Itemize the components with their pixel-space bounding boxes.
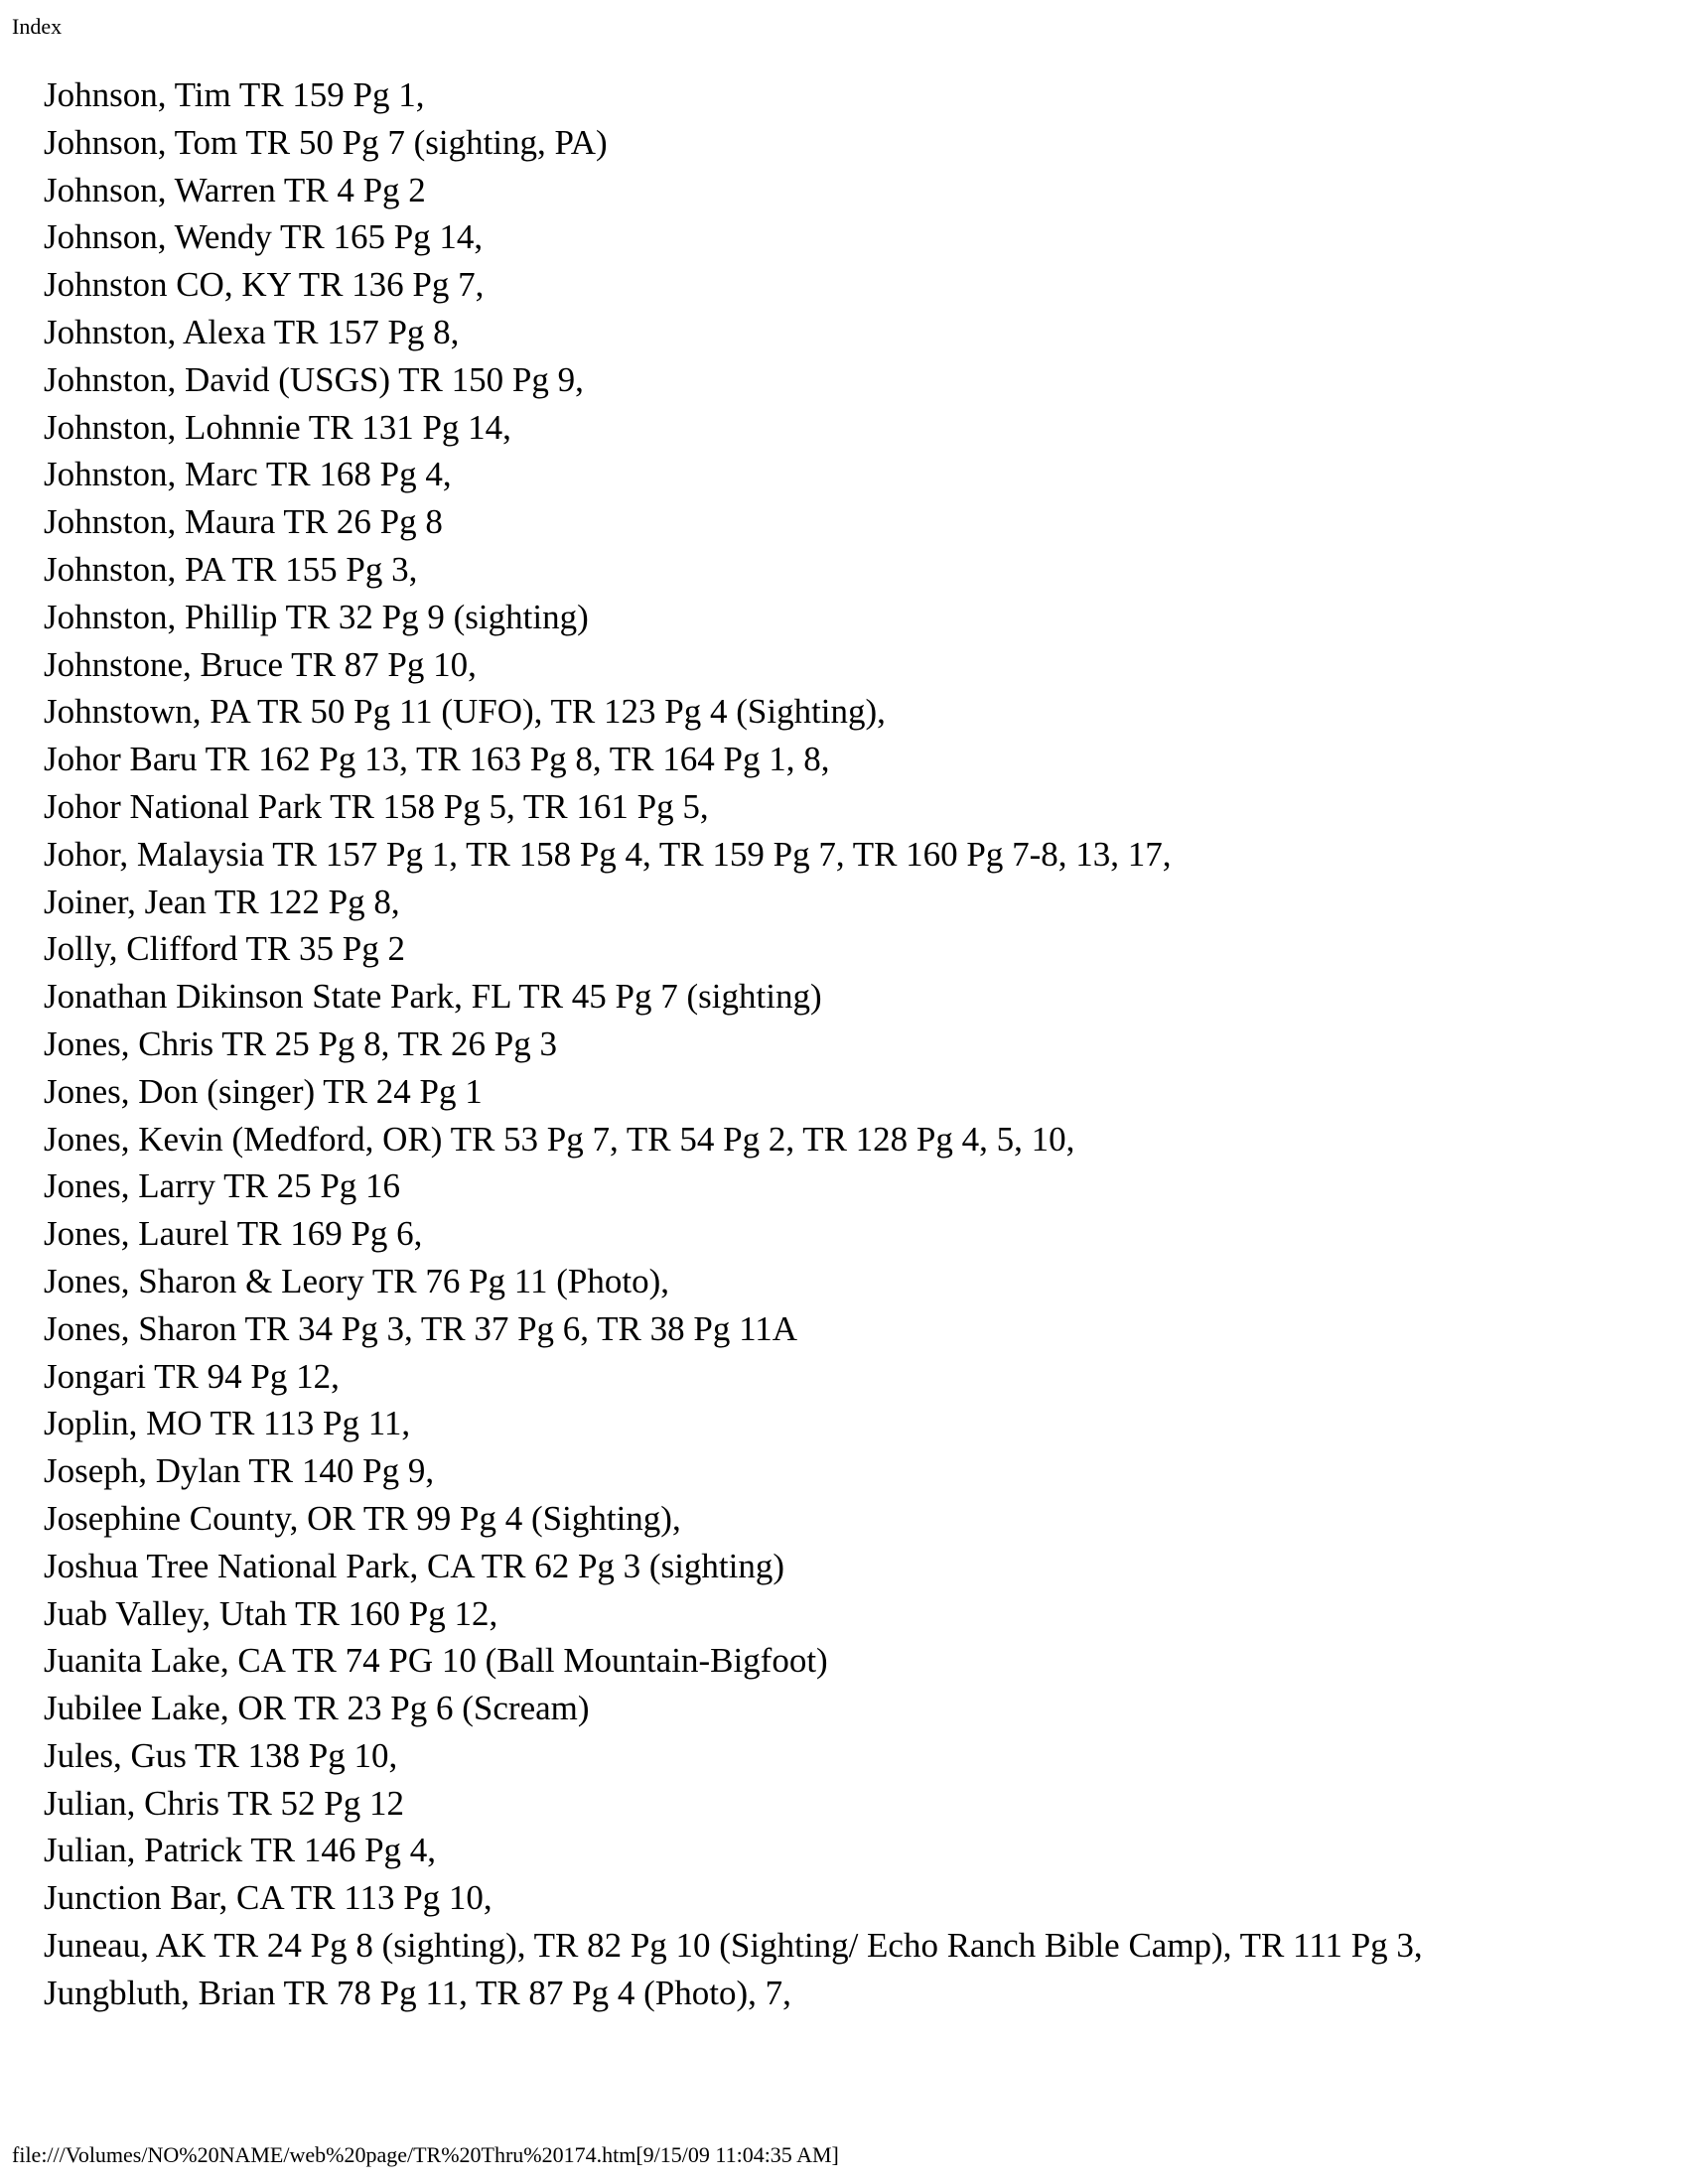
- index-entry: Johnson, Wendy TR 165 Pg 14,: [44, 217, 484, 257]
- index-entry: Johor National Park TR 158 Pg 5, TR 161 Pg 5,: [44, 786, 709, 826]
- index-entry: Juab Valley, Utah TR 160 Pg 12,: [44, 1593, 498, 1633]
- index-entry: Joseph, Dylan TR 140 Pg 9,: [44, 1451, 435, 1491]
- index-entry: Jones, Don (singer) TR 24 Pg 1: [44, 1071, 483, 1111]
- index-entry: Johnston, PA TR 155 Pg 3,: [44, 549, 418, 589]
- index-entry: Jolly, Clifford TR 35 Pg 2: [44, 929, 405, 969]
- index-entry: Jubilee Lake, OR TR 23 Pg 6 (Scream): [44, 1689, 590, 1728]
- index-entry: Johnston, Phillip TR 32 Pg 9 (sighting): [44, 597, 589, 636]
- index-entry: Johnson, Warren TR 4 Pg 2: [44, 170, 426, 209]
- index-entry: Johnstown, PA TR 50 Pg 11 (UFO), TR 123 Pg 4 (Sighting),: [44, 692, 886, 732]
- index-entry: Jones, Chris TR 25 Pg 8, TR 26 Pg 3: [44, 1024, 557, 1063]
- page-footer-source-url: file:///Volumes/NO%20NAME/web%20page/TR%20Thru%20174.htm[9/15/09 11:04:35 AM]: [12, 2142, 839, 2167]
- index-entry: Johnson, Tim TR 159 Pg 1,: [44, 75, 425, 114]
- index-entry: Joiner, Jean TR 122 Pg 8,: [44, 882, 400, 921]
- index-entry: Julian, Patrick TR 146 Pg 4,: [44, 1831, 437, 1870]
- index-entry: Jones, Sharon TR 34 Pg 3, TR 37 Pg 6, TR 38 Pg 11A: [44, 1308, 798, 1348]
- index-entry: Jungbluth, Brian TR 78 Pg 11, TR 87 Pg 4 (Photo), 7,: [44, 1973, 791, 2012]
- index-entry: Johor Baru TR 162 Pg 13, TR 163 Pg 8, TR 164 Pg 1, 8,: [44, 740, 830, 779]
- index-entry: Johnston, Alexa TR 157 Pg 8,: [44, 312, 460, 351]
- index-entry: Johor, Malaysia TR 157 Pg 1, TR 158 Pg 4, TR 159 Pg 7, TR 160 Pg 7-8, 13, 17,: [44, 834, 1172, 874]
- index-entry: Johnson, Tom TR 50 Pg 7 (sighting, PA): [44, 122, 608, 162]
- index-entry: Juneau, AK TR 24 Pg 8 (sighting), TR 82 Pg 10 (Sighting/ Echo Ranch Bible Camp), TR 111 Pg 3,: [44, 1926, 1423, 1966]
- index-entry: Johnston, Maura TR 26 Pg 8: [44, 502, 443, 542]
- index-entry: Jongari TR 94 Pg 12,: [44, 1356, 340, 1396]
- index-entry: Johnston, Marc TR 168 Pg 4,: [44, 455, 452, 494]
- page-header-title: Index: [12, 14, 63, 39]
- index-entry: Johnstone, Bruce TR 87 Pg 10,: [44, 644, 477, 684]
- index-entry: Jonathan Dikinson State Park, FL TR 45 Pg 7 (sighting): [44, 977, 822, 1017]
- index-entry-list: [44, 71, 1632, 2017]
- index-entry: Jules, Gus TR 138 Pg 10,: [44, 1735, 398, 1775]
- index-entry: Jones, Sharon & Leory TR 76 Pg 11 (Photo),: [44, 1261, 669, 1300]
- index-entry: Joplin, MO TR 113 Pg 11,: [44, 1404, 411, 1443]
- index-entry: Joshua Tree National Park, CA TR 62 Pg 3 (sighting): [44, 1546, 785, 1585]
- index-entry: Johnston, Lohnnie TR 131 Pg 14,: [44, 407, 511, 447]
- index-entry: Junction Bar, CA TR 113 Pg 10,: [44, 1878, 492, 1918]
- index-entry: Juanita Lake, CA TR 74 PG 10 (Ball Mountain-Bigfoot): [44, 1641, 828, 1681]
- index-entry: Jones, Kevin (Medford, OR) TR 53 Pg 7, TR 54 Pg 2, TR 128 Pg 4, 5, 10,: [44, 1119, 1075, 1159]
- index-entry: Julian, Chris TR 52 Pg 12: [44, 1783, 405, 1823]
- index-entry: Josephine County, OR TR 99 Pg 4 (Sighting),: [44, 1498, 681, 1538]
- index-entry: Johnston CO, KY TR 136 Pg 7,: [44, 265, 485, 305]
- index-entry: Jones, Larry TR 25 Pg 16: [44, 1166, 401, 1206]
- index-entry: Johnston, David (USGS) TR 150 Pg 9,: [44, 359, 584, 399]
- index-entry: Jones, Laurel TR 169 Pg 6,: [44, 1214, 423, 1254]
